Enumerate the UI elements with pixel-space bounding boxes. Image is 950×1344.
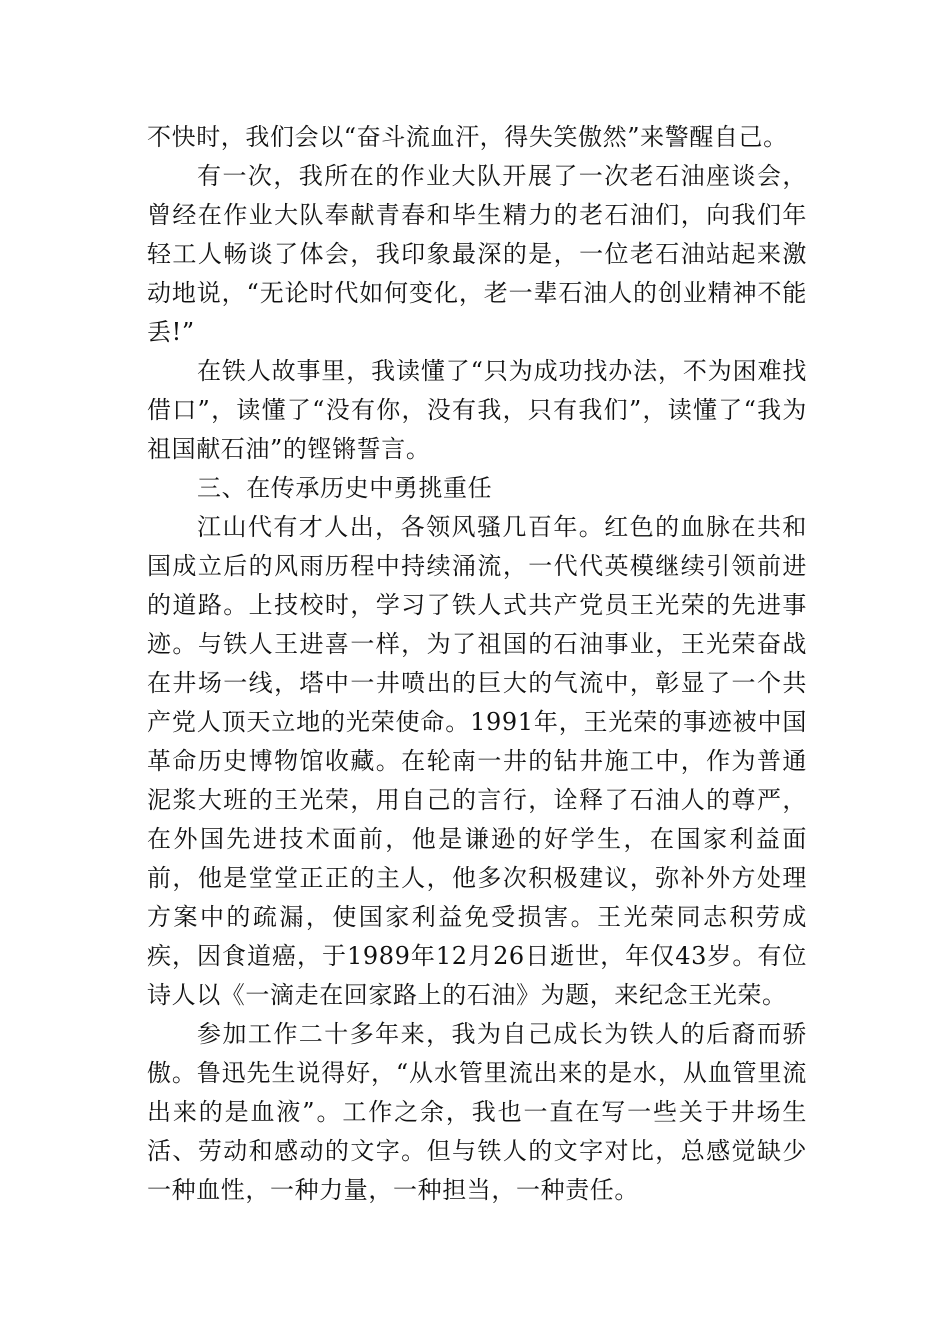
- section-heading-three: 三、在传承历史中勇挑重任: [197, 474, 493, 502]
- paragraph-veteran-meeting: 有一次，我所在的作业大队开展了一次老石油座谈会，曾经在作业大队奉献青春和毕生精力的老石油们，向我们年轻工人畅谈了体会，我印象最深的是，一位老石油站起来激动地说，“无论时代如何变化，老一辈石油人的创业精神不能丢!”: [147, 162, 807, 346]
- paragraph-wang-guangrong: 江山代有才人出，各领风骚几百年。红色的血脉在共和国成立后的风雨历程中持续涌流，一代代英模继续引领前进的道路。上技校时，学习了铁人式共产党员王光荣的先进事迹。与铁人王进喜一样，为了祖国的石油事业，王光荣奋战在井场一线，塔中一井喷出的巨大的气流中，彰显了一个共产党人顶天立地的光荣使命。1991年，王光荣的事迹被中国革命历史博物馆收藏。在轮南一井的钻井施工中，作为普通泥浆大班的王光荣，用自己的言行，诠释了石油人的尊严，在外国先进技术面前，他是谦逊的好学生，在国家利益面前，他是堂堂正正的主人，他多次积极建议，弥补外方处理方案中的疏漏，使国家利益免受损害。王光荣同志积劳成疾，因食道癌，于1989年12月26日逝世，年仅43岁。有位诗人以《一滴走在回家路上的石油》为题，来纪念王光荣。: [147, 513, 807, 1009]
- document-body: [147, 118, 807, 1210]
- paragraph-ironman-stories: 在铁人故事里，我读懂了“只为成功找办法，不为困难找借口”，读懂了“没有你，没有我，只有我们”，读懂了“我为祖国献石油”的铿锵誓言。: [147, 357, 807, 463]
- paragraph-twenty-years: 参加工作二十多年来，我为自己成长为铁人的后裔而骄傲。鲁迅先生说得好，“从水管里流出来的是水，从血管里流出来的是血液”。工作之余，我也一直在写一些关于井场生活、劳动和感动的文字。但与铁人的文字对比，总感觉缺少一种血性，一种力量，一种担当，一种责任。: [147, 1020, 807, 1204]
- paragraph-continued: 不快时，我们会以“奋斗流血汗，得失笑傲然”来警醒自己。: [147, 123, 788, 151]
